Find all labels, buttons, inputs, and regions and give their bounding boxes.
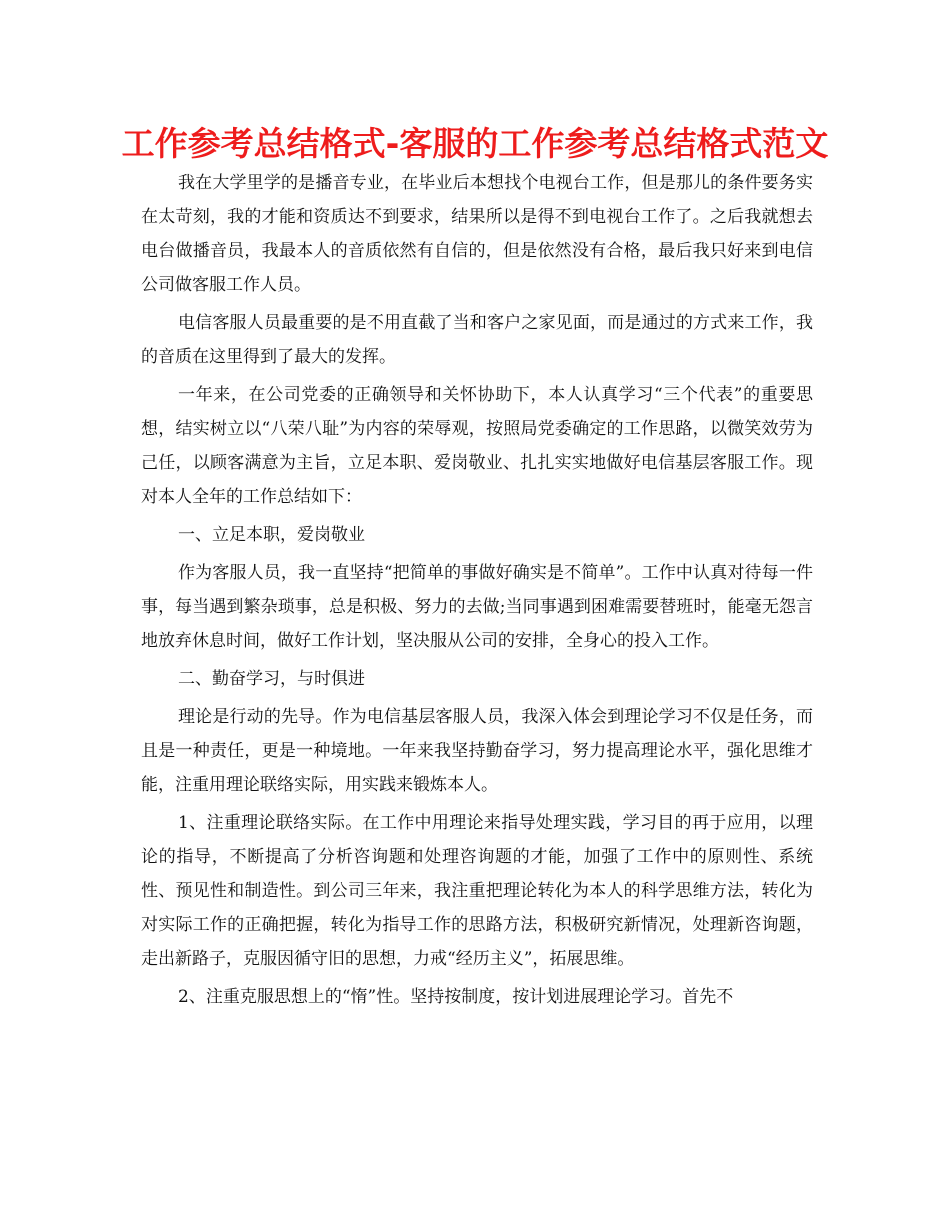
paragraph: 理论是行动的先导。作为电信基层客服人员，我深入体会到理论学习不仅是任务，而且是一种责任，更是一种境地。一年来我坚持勤奋学习，努力提高理论水平，强化思维才能，注重用理论联络实际，用实践来锻炼本人。 [141, 707, 813, 795]
paragraph: 我在大学里学的是播音专业，在毕业后本想找个电视台工作，但是那儿的条件要务实在太苛刻，我的才能和资质达不到要求，结果所以是得不到电视台工作了。之后我就想去电台做播音员，我最本人的音质依然有自信的，但是依然没有合格，最后我只好来到电信公司做客服工作人员。 [141, 173, 813, 295]
document-title: 工作参考总结格式-客服的工作参考总结格式范文 [121, 124, 829, 163]
paragraph: 1、注重理论联络实际。在工作中用理论来指导处理实践，学习目的再于应用，以理论的指导，不断提高了分析咨询题和处理咨询题的才能，加强了工作中的原则性、系统性、预见性和制造性。到公司三年来，我注重把理论转化为本人的科学思维方法，转化为对实际工作的正确把握，转化为指导工作的思路方法，积极研究新情况，处理新咨询题，走出新路子，克服因循守旧的思想，力戒“经历主义”，拓展思维。 [141, 813, 813, 969]
document-body [141, 166, 813, 1018]
section-heading: 一、立足本职，爱岗敬业 [178, 525, 365, 545]
paragraph: 作为客服人员，我一直坚持“把简单的事做好确实是不简单”。工作中认真对待每一件事，每当遇到繁杂琐事，总是积极、努力的去做;当同事遇到困难需要替班时，能毫无怨言地放弃休息时间，做好工作计划，坚决服从公司的安排，全身心的投入工作。 [141, 563, 813, 651]
paragraph: 一年来，在公司党委的正确领导和关怀协助下，本人认真学习“三个代表”的重要思想，结实树立以“八荣八耻”为内容的荣辱观，按照局党委确定的工作思路，以微笑效劳为己任，以顾客满意为主旨，立足本职、爱岗敬业、扎扎实实地做好电信基层客服工作。现对本人全年的工作总结如下： [141, 385, 813, 507]
section-heading: 二、勤奋学习，与时俱进 [178, 669, 365, 689]
paragraph: 电信客服人员最重要的是不用直截了当和客户之家见面，而是通过的方式来工作，我的音质在这里得到了最大的发挥。 [141, 313, 813, 367]
paragraph: 2、注重克服思想上的“惰”性。坚持按制度，按计划进展理论学习。首先不 [178, 987, 734, 1007]
